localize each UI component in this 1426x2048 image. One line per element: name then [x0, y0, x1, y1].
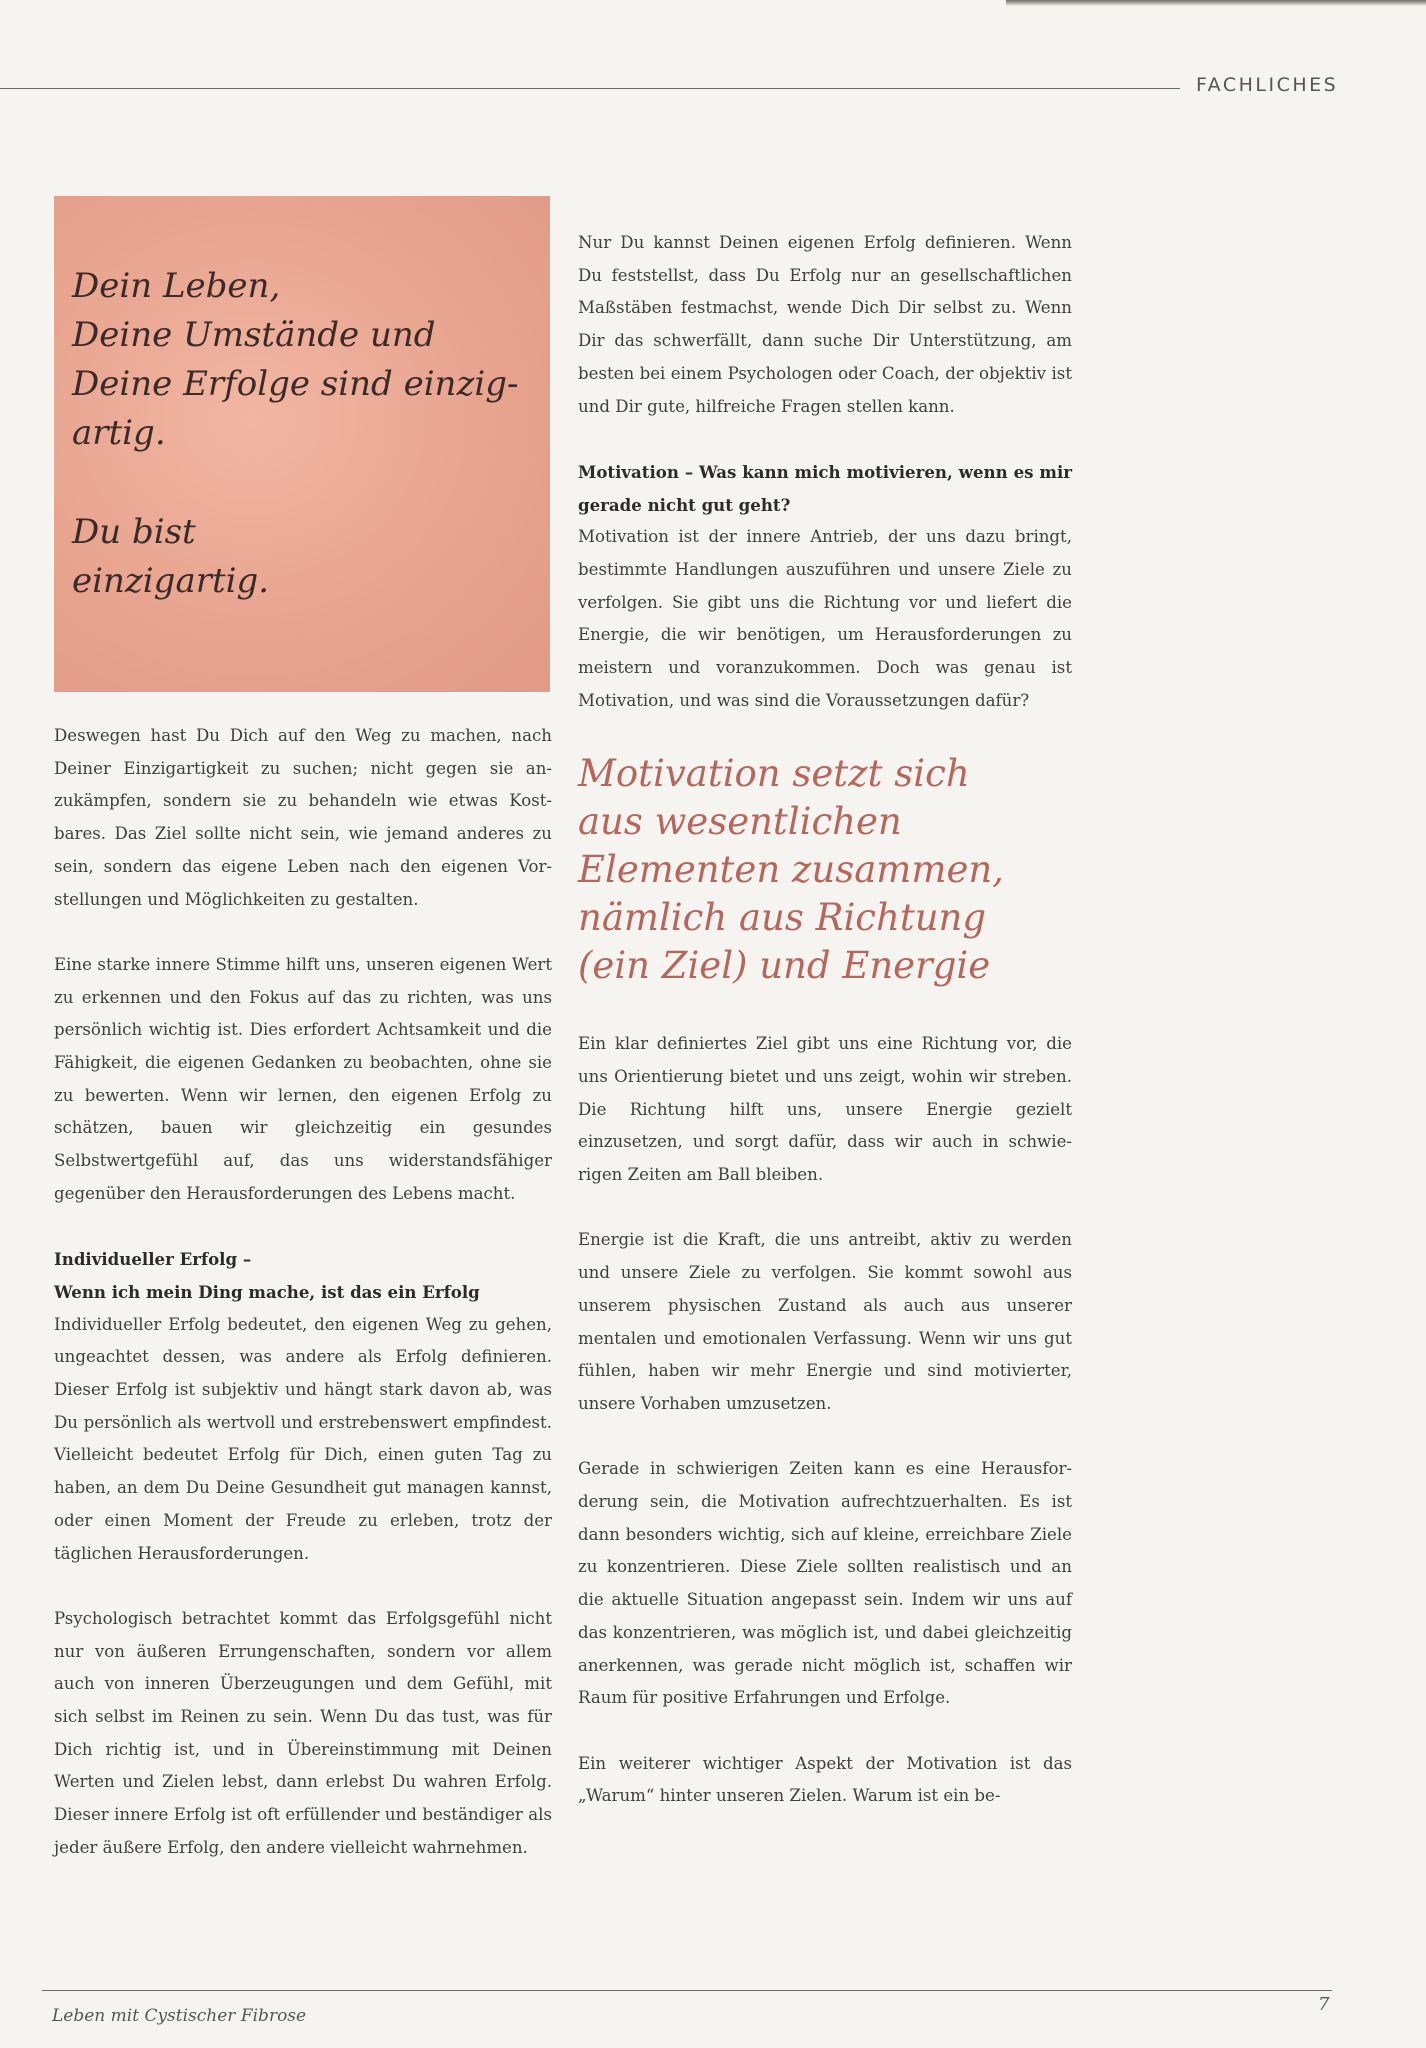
paragraph: Psychologisch betrachtet kommt das Erfolgsgefühl nicht nur von äußeren Errungenschaften, sondern vor allem auch von inneren Überzeugungen und dem Gefühl, mit sich selbst im Reinen zu sein. Wenn Du das tust, was für Dich richtig ist, und in Übereinstimmung mit Deinen Werten und Zielen lebst, dann erlebst Du wahren Erfolg. Dieser innere Erfolg ist oft erfüllender und beständiger als jeder äußere Erfolg, den andere vielleicht wahrnehmen.	[54, 1608, 552, 1857]
left-column	[54, 720, 552, 1897]
subheading: Motivation – Was kann mich motivieren, wenn es mir gerade nicht gut geht?	[578, 461, 1072, 515]
subheading: Individueller Erfolg –	[54, 1249, 252, 1270]
page-number: 7	[1318, 1994, 1330, 2015]
pull-quote-line: (ein Ziel) und Energie	[578, 944, 991, 988]
paragraph: Eine starke innere Stimme hilft uns, unseren eigenen Wert zu erkennen und den Fokus auf das zu richten, was uns persönlich wichtig ist. Dies erfordert Achtsamkeit und die Fähigkeit, die eigenen Gedanken zu beobachten, ohne sie zu bewerten. Wenn wir lernen, den eigenen Erfolg zu schätzen, bauen wir gleichzeitig ein gesundes Selbstwertgefühl auf, das uns widerstandsfähiger gegenüber den Herausforderungen des Lebens macht.	[54, 954, 552, 1203]
pull-quote-line: nämlich aus Richtung	[578, 896, 987, 940]
publication-title: Leben mit Cystischer Fibrose	[52, 2006, 307, 2026]
paragraph: Deswegen hast Du Dich auf den Weg zu machen, nach Deiner Einzigartigkeit zu suchen; nicht gegen sie anzukämpfen, sondern sie zu behandeln wie etwas Kostbares. Das Ziel sollte nicht sein, wie jemand anderes zu sein, sondern das eigene Leben nach den eigenen Vorstellungen und Möglichkeiten zu gestalten.	[54, 726, 552, 909]
paragraph: Nur Du kannst Deinen eigenen Erfolg definieren. Wenn Du feststellst, dass Du Erfolg nur an gesellschaftlichen Maßstäben festmachst, wende Dich Dir selbst zu. Wenn Dir das schwerfällt, dann suche Dir Unterstützung, am besten bei einem Psychologen oder Coach, der objektiv ist und Dir gute, hilfreiche Fragen stellen kann.	[578, 233, 1072, 416]
quote-box	[54, 196, 550, 692]
paragraph: Individueller Erfolg bedeutet, den eigenen Weg zu gehen, ungeachtet dessen, was andere als Erfolg definieren. Dieser Erfolg ist subjektiv und hängt stark davon ab, was Du persönlich als wertvoll und erstrebenswert empfindest. Vielleicht bedeutet Erfolg für Dich, einen guten Tag zu haben, an dem Du Deine Gesundheit gut managen kannst, oder einen Moment der Freude zu erleben, trotz der täglichen Herausforderungen.	[54, 1314, 552, 1563]
pull-quote-line: aus wesentlichen	[578, 800, 902, 844]
header-rule	[0, 88, 1180, 89]
footer-rule	[42, 1990, 1332, 1991]
paragraph: Energie ist die Kraft, die uns antreibt, aktiv zu werden und unsere Ziele zu verfolgen. Sie kommt sowohl aus unserem physischen Zustand als auch aus unserer mentalen und emotionalen Verfassung. Wenn wir uns gut fühlen, haben wir mehr Energie und sind motivierter, unsere Vorhaben umzusetzen.	[578, 1230, 1072, 1413]
quote-gap	[72, 458, 530, 508]
pull-quote-line: Motivation setzt sich	[578, 752, 970, 796]
paragraph: Ein weiterer wichtiger Aspekt der Motivation ist das „Warum“ hinter unseren Zielen. Warum ist ein be-	[578, 1753, 1072, 1806]
quote-line: einzigartig.	[72, 561, 270, 601]
right-column	[578, 227, 1072, 1846]
quote-line: Dein Leben,	[72, 266, 281, 306]
section-label: FACHLICHES	[1196, 74, 1339, 96]
pull-quote	[578, 750, 1072, 990]
paragraph: Gerade in schwierigen Zeiten kann es eine Herausforderung sein, die Motivation aufrechtzuerhalten. Es ist dann besonders wichtig, sich auf kleine, erreichbare Ziele zu konzentrieren. Diese Ziele sollten realistisch und an die aktuelle Situation angepasst sein. Indem wir uns auf das konzentrieren, was möglich ist, und dabei gleichzeitig anerkennen, was gerade nicht möglich ist, schaffen wir Raum für positive Erfahrungen und Erfolge.	[578, 1459, 1072, 1708]
paragraph: Motivation ist der innere Antrieb, der uns dazu bringt, bestimmte Handlungen auszuführen und unsere Ziele zu verfolgen. Sie gibt uns die Richtung vor und liefert die Energie, die wir benötigen, um Herausforderungen zu meistern und voranzukommen. Doch was genau ist Motivation, und was sind die Voraussetzungen dafür?	[578, 527, 1072, 710]
quote-line: Deine Umstände und	[72, 315, 436, 355]
quote-line: Deine Erfolge sind einzig-	[72, 364, 519, 404]
quote-line: artig.	[72, 413, 166, 453]
pull-quote-line: Elementen zusammen,	[578, 848, 1004, 892]
top-edge-shadow	[1006, 0, 1426, 6]
subheading: Wenn ich mein Ding mache, ist das ein Erfolg	[54, 1281, 480, 1302]
paragraph: Ein klar definiertes Ziel gibt uns eine Richtung vor, die uns Orientierung bietet und uns zeigt, wohin wir streben. Die Richtung hilft uns, unsere Energie gezielt einzusetzen, und sorgt dafür, dass wir auch in schwierigen Zeiten am Ball bleiben.	[578, 1034, 1072, 1185]
quote-line: Du bist	[72, 512, 196, 552]
